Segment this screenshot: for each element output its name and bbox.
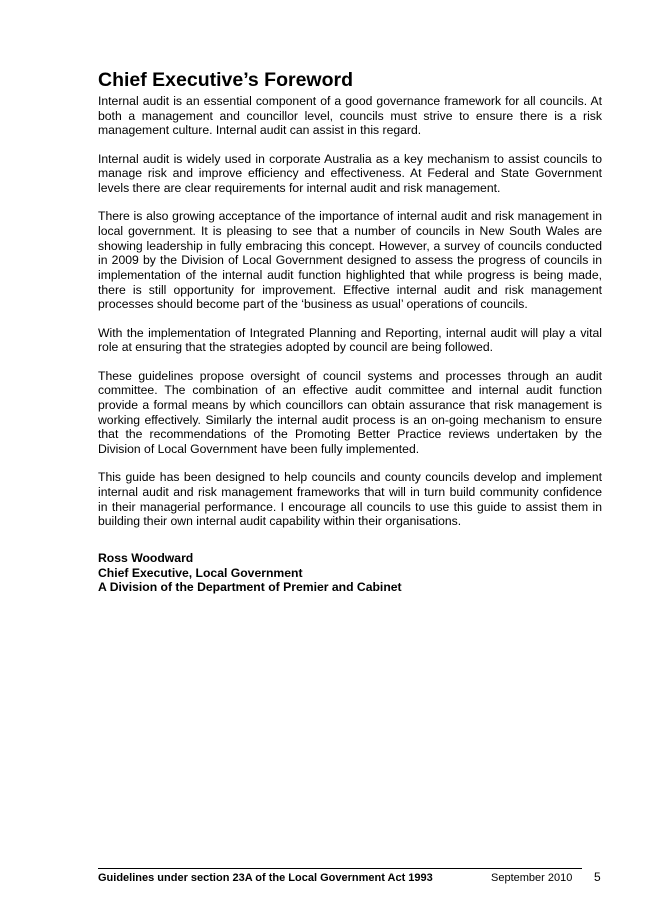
signatory-position: Chief Executive, Local Government: [98, 565, 303, 580]
signature-block: [98, 551, 402, 595]
paragraph-3: There is also growing acceptance of the importance of internal audit and risk management in local government. It is pleasing to see that a number of councils in New South Wales are showing leadership in fully embracing this concept. However, a survey of councils conducted in 2009 by the Division of Local Government designed to assess the progress of councils in implementation of the internal audit function highlighted that while progress is being made, there is still opportunity for improvement. Effective internal audit and risk management processes should become part of the ‘business as usual’ operations of councils.: [98, 209, 602, 312]
paragraph-1: Internal audit is an essential component of a good governance framework for all councils. At both a management and councillor level, councils must strive to ensure there is a risk management culture. Internal audit can assist in this regard.: [98, 94, 602, 138]
footer-divider: [98, 868, 582, 869]
page-title: Chief Executive’s Foreword: [98, 69, 354, 91]
paragraph-5: These guidelines propose oversight of council systems and processes through an audit committee. The combination of an effective audit committee and internal audit function provide a formal means by which councillors can obtain assurance that risk management is working effectively. Similarly the internal audit process is an on-going mechanism to ensure that the recommendations of the Promoting Better Practice reviews undertaken by the Division of Local Government have been fully implemented.: [98, 368, 602, 457]
paragraph-6: This guide has been designed to help councils and county councils develop and implement internal audit and risk management frameworks that will in turn build community confidence in their managerial performance. I encourage all councils to use this guide to assist them in building their own internal audit capability within their organisations.: [98, 470, 602, 529]
page-number: 5: [594, 870, 601, 884]
paragraph-4: With the implementation of Integrated Planning and Reporting, internal audit will play a vital role at ensuring that the strategies adopted by council are being followed.: [98, 325, 602, 355]
footer-document-name: Guidelines under section 23A of the Local Government Act 1993: [98, 872, 433, 884]
foreword-body: [98, 94, 602, 543]
signatory-organisation: A Division of the Department of Premier and Cabinet: [98, 580, 402, 595]
footer-date: September 2010: [491, 872, 573, 884]
paragraph-2: Internal audit is widely used in corporate Australia as a key mechanism to assist councils to manage risk and improve efficiency and effectiveness. At Federal and State Government levels there are clear requirements for internal audit and risk management.: [98, 151, 602, 196]
signatory-name: Ross Woodward: [98, 551, 194, 565]
